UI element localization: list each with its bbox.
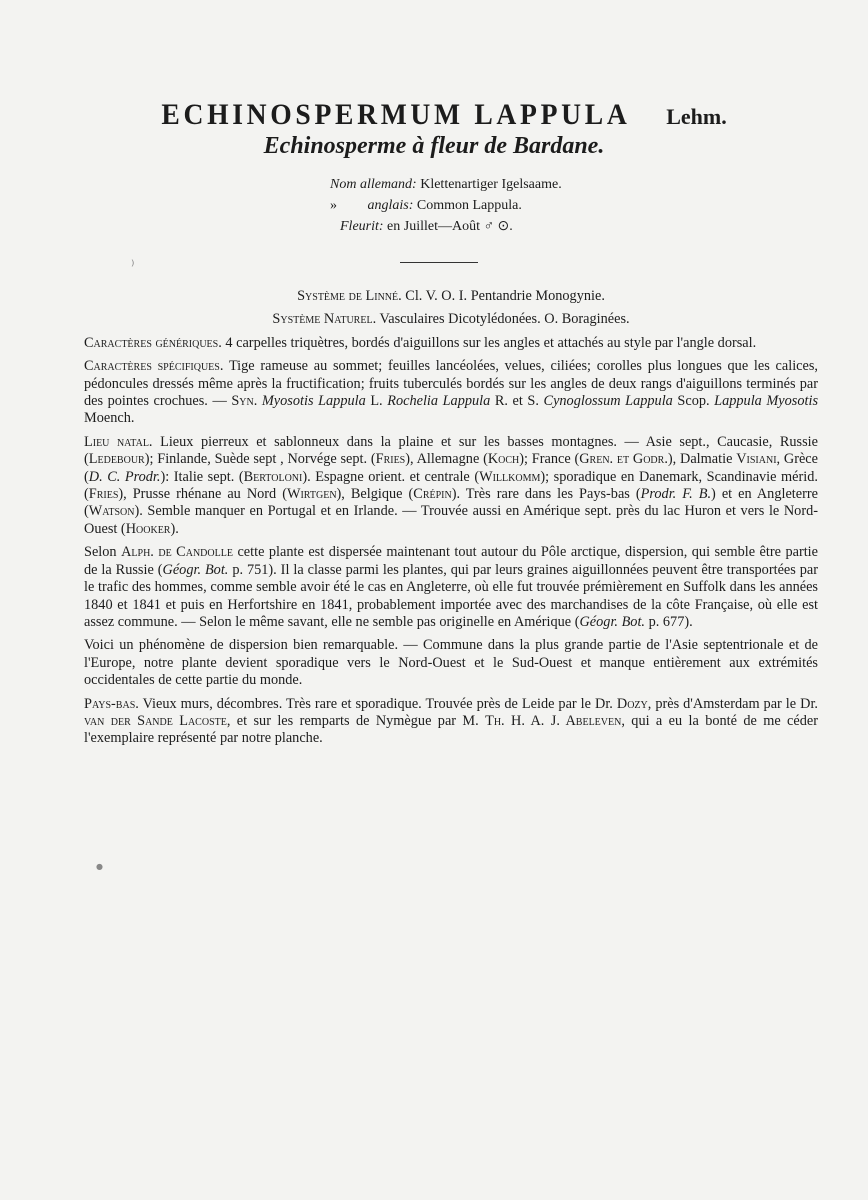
native-range-text: ), Allemagne ( <box>405 451 488 468</box>
authority-name: van der Sande Lacoste <box>84 712 227 729</box>
generic-characters-text: 4 carpelles triquètres, bordés d'aiguillons sur les angles et attachés au style par l'angle dorsal. <box>225 334 757 351</box>
native-range-text: ), Belgique ( <box>336 486 414 503</box>
native-range-text: ), Dalmatie <box>667 451 733 468</box>
native-range-text: , Grèce ( <box>84 451 819 485</box>
synonym-4: Lappula Myosotis <box>714 393 819 410</box>
english-value: Common Lappula. <box>416 198 522 213</box>
authority-name: Bertoloni <box>243 468 303 485</box>
authority-name: Gren. et Godr. <box>579 451 668 468</box>
native-range <box>84 434 818 538</box>
native-range-text: ), Prusse rhénane au Nord ( <box>118 486 287 503</box>
separator-rule <box>400 262 478 263</box>
native-range-text: ) et en Angleterre ( <box>84 486 818 520</box>
dispersion-text: Voici un phénomène de dispersion bien remarquable. — Commune dans la plus grande partie de l'Asie septentrionale et de l'Europe, notre plante devient sporadique vers le Nord-Ouest et le Sud-Ouest et manque entièrement aux extrémités occidentales de cette partie du monde. <box>84 637 818 689</box>
native-range-text: Lieux pierreux et sablonneux dans la plaine et sur les basses montagnes. — Asie sept., Caucasie, Russie ( <box>84 433 819 468</box>
specific-characters-text: Tige rameuse au sommet; feuilles lancéolées, velues, ciliées; corolles plus longues que les calices, pédoncules dressés même après la fructification; fruits tuberculés bordés sur les angles de deux rangs d'aiguillons terminés par des pointes crochues. — <box>84 358 818 410</box>
netherlands-text: , qui a eu la bonté de me céder l'exemplaire représenté par notre planche. <box>84 712 818 747</box>
netherlands-text: , et sur les remparts de Nymègue par M. <box>226 712 479 729</box>
netherlands-label: Pays-bas. <box>84 695 139 712</box>
synonym-2: Rochelia Lappula <box>387 393 491 410</box>
system-linne-label: Système de Linné. <box>297 288 402 304</box>
authority-name: Visiani <box>736 451 777 468</box>
species-title: ECHINOSPERMUM LAPPULA <box>161 98 631 131</box>
authority-name: Wirtgen <box>286 486 337 503</box>
candolle-text: Selon <box>84 544 117 561</box>
specific-characters-label: Caractères spécifiques. <box>84 358 224 375</box>
synonym-3: Cynoglossum Lappula <box>543 393 673 410</box>
common-names-block <box>330 174 562 237</box>
authority-name: Crépin <box>413 486 452 503</box>
reference-title: D. C. Prodr. <box>88 468 161 485</box>
native-range-text: ); Finlande, Suède sept , Norvége sept. ( <box>144 451 376 468</box>
netherlands-text: Vieux murs, décombres. Très rare et sporadique. Trouvée près de Leide par le Dr. <box>142 695 613 712</box>
system-linne <box>84 288 818 305</box>
generic-characters-label: Caractères génériques. <box>84 334 222 351</box>
native-range-text: ). Très rare dans les Pays-bas ( <box>451 486 641 503</box>
netherlands-text: , près d'Amsterdam par le Dr. <box>647 695 818 712</box>
dispersion-paragraph <box>84 637 818 689</box>
native-range-text: ); France ( <box>519 451 580 468</box>
english-name-row <box>330 195 562 216</box>
system-naturel <box>84 311 818 328</box>
native-range-text: ); sporadique en Danemark, Scandinavie mérid. ( <box>84 468 818 503</box>
specific-characters <box>84 358 818 428</box>
flowering-value: en Juillet—Août ♂ ⊙. <box>387 219 513 234</box>
authority-name: Dozy <box>616 695 648 712</box>
candolle-text: p. 677). <box>648 613 693 630</box>
candolle-text: p. 751). Il la classe parmi les plantes, qui par leurs graines aiguillonnées peuvent être transportées par le trafic des hommes, comme semble avoir été le cas en Angleterre, où elle fut trouvée prémièrement en Suffolk dans les années 1840 et 1841 et puis en Herfortshire en 1841, probablement importée avec des marchandises de la côte Française, où elle est assez commune. — Selon le même savant, elle ne semble pas originelle en Amérique ( <box>84 561 819 630</box>
authority-name: Hooker <box>125 520 171 537</box>
native-range-text: ). <box>170 520 179 537</box>
flowering-label: Fleurit: <box>340 219 384 234</box>
synonym-1: Myosotis Lappula <box>261 393 366 410</box>
candolle-text: cette plante est dispersée maintenant tout autour du Pôle arctique, dispersion, qui semble être partie de la Russie ( <box>84 544 818 578</box>
german-name-row <box>330 174 562 195</box>
authority-name: Alph. de Candolle <box>121 544 233 561</box>
synonym-2-author: R. et S. <box>494 393 539 410</box>
title-row <box>0 98 868 132</box>
native-range-text: ). Espagne orient. et centrale ( <box>302 468 480 485</box>
system-naturel-label: Système Naturel. <box>272 311 377 328</box>
english-label: anglais: <box>367 198 414 213</box>
native-range-label: Lieu natal. <box>84 433 153 450</box>
native-range-text: ): Italie sept. ( <box>160 468 244 485</box>
reference-title: Géogr. Bot. <box>162 561 229 578</box>
system-naturel-text: Vasculaires Dicotylédonées. O. Boraginées. <box>379 311 630 328</box>
species-author: Lehm. <box>666 104 727 129</box>
authority-name: Th. H. A. J. Abeleven <box>485 712 622 729</box>
french-common-name: Echinosperme à fleur de Bardane. <box>263 133 605 159</box>
german-label: Nom allemand: <box>330 177 417 192</box>
authority-name: Koch <box>487 451 520 468</box>
synonyms-label: Syn. <box>231 393 258 410</box>
german-value: Klettenartiger Igelsaame. <box>420 177 562 192</box>
netherlands-paragraph <box>84 696 818 748</box>
generic-characters <box>84 335 818 352</box>
candolle-paragraph <box>84 544 818 631</box>
flowering-row <box>330 216 562 237</box>
reference-title: Géogr. Bot. <box>579 613 646 630</box>
authority-name: Watson <box>88 503 135 520</box>
paper-speck: ● <box>96 862 103 871</box>
synonym-3-author: Scop. <box>677 393 710 410</box>
authority-name: Ledebour <box>88 451 145 468</box>
description-body <box>84 288 818 754</box>
ditto-mark: » <box>330 198 337 213</box>
reference-title: Prodr. F. B. <box>640 486 712 503</box>
synonym-1-author: L. <box>370 393 383 410</box>
authority-name: Fries <box>375 451 406 468</box>
system-linne-text: Cl. V. O. I. Pentandrie Monogynie. <box>405 288 605 304</box>
authority-name: Fries <box>88 486 119 503</box>
paper-blemish: ⁾ <box>131 258 135 274</box>
authority-name: Willkomm <box>479 468 541 485</box>
native-range-text: ). Semble manquer en Portugal et en Irlande. — Trouvée aussi en Amérique sept. près du lac Huron et vers le Nord-Ouest ( <box>84 503 818 537</box>
synonym-4-author: Moench. <box>84 410 135 427</box>
